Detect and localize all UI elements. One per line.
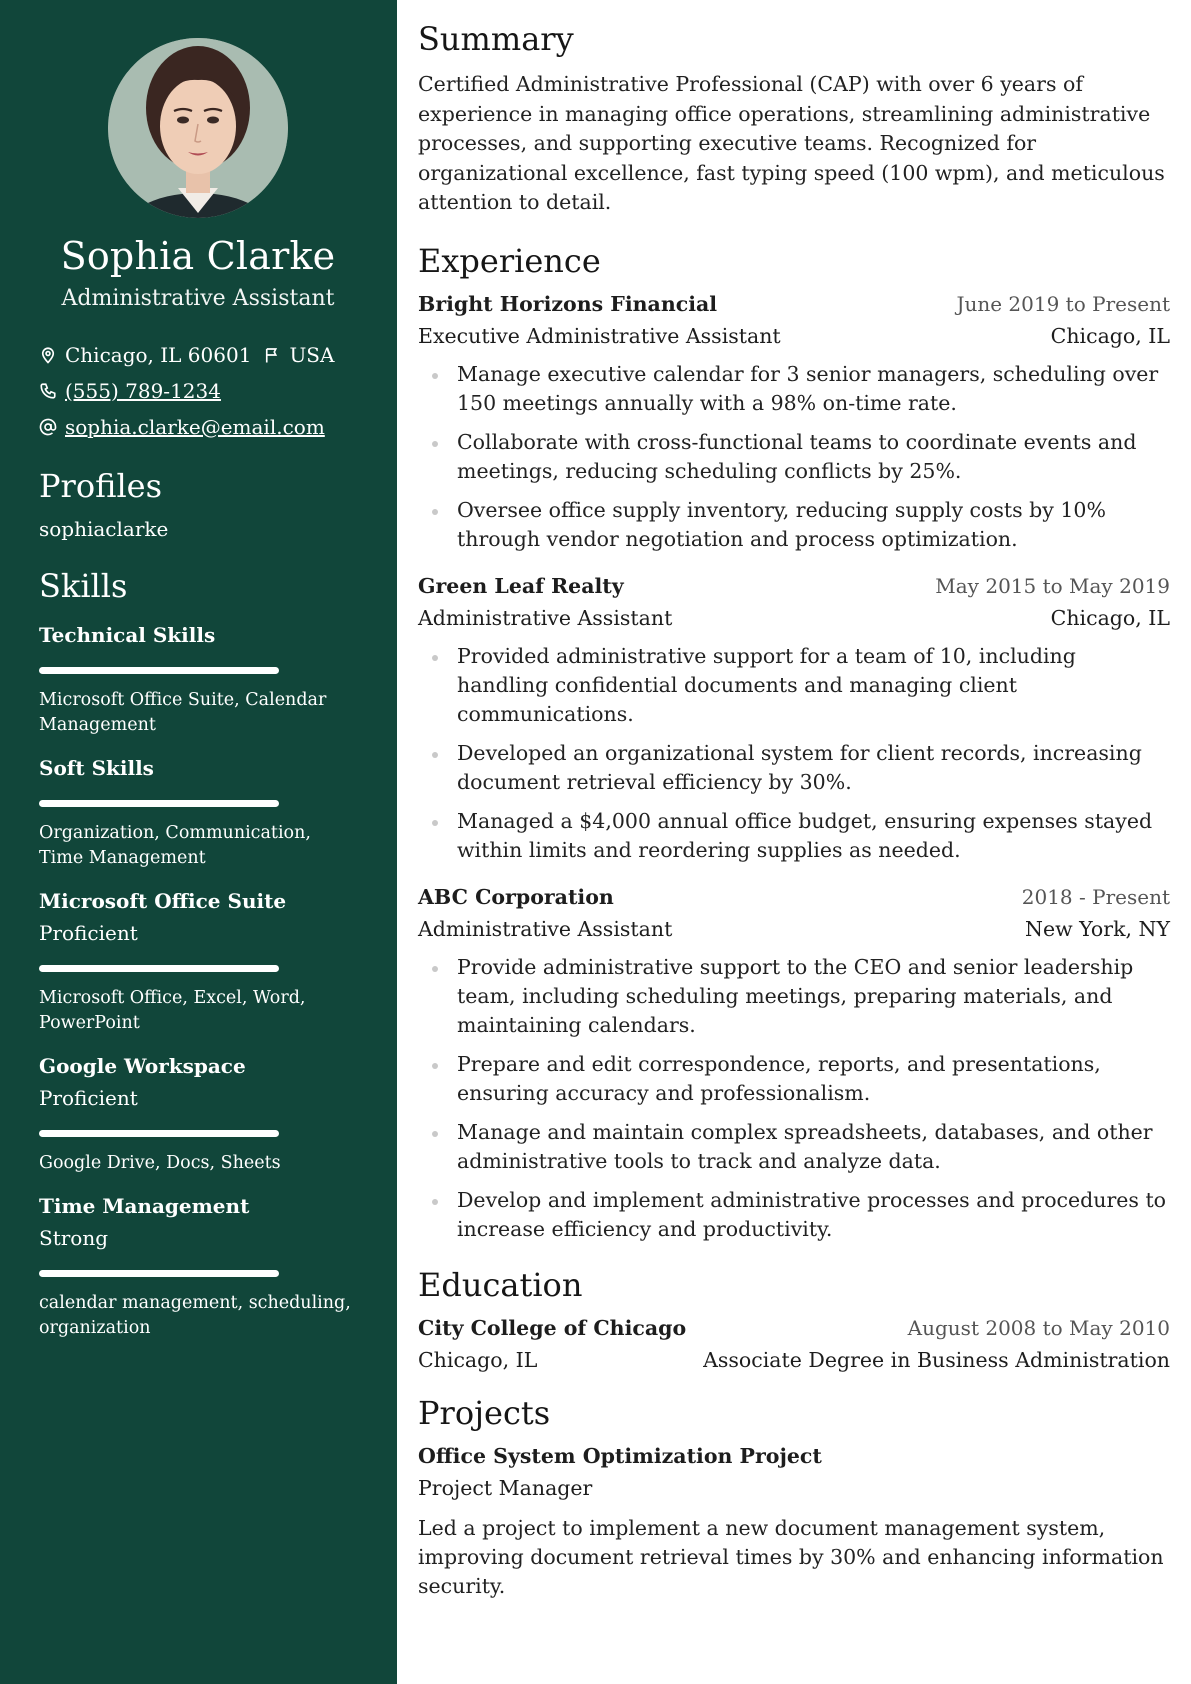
country-text: USA: [289, 343, 335, 367]
skill-name: Time Management: [39, 1194, 250, 1218]
job-dates: May 2015 to May 2019: [935, 573, 1170, 598]
list-item: Prepare and edit correspondence, reports, and presentations, ensuring accuracy and professionalism.: [418, 1050, 1170, 1108]
job-location: Chicago, IL: [1050, 323, 1170, 348]
job-bullets: [418, 953, 1170, 1244]
job-position: Administrative Assistant: [418, 916, 673, 941]
at-sign-icon: [39, 418, 57, 436]
list-item: Develop and implement administrative processes and procedures to increase efficiency and productivity.: [418, 1186, 1170, 1244]
job-location: Chicago, IL: [1050, 605, 1170, 630]
list-item: Provided administrative support for a team of 10, including handling confidential documents and managing client communications.: [418, 642, 1170, 729]
flag-icon: [263, 346, 281, 364]
skill-level: Proficient: [39, 921, 138, 945]
skill-item: [39, 1194, 357, 1341]
list-item: Developed an organizational system for client records, increasing document retrieval efficiency by 30%.: [418, 739, 1170, 797]
skill-name: Google Workspace: [39, 1054, 246, 1078]
job-position: Administrative Assistant: [418, 605, 673, 630]
phone-row: [39, 373, 357, 409]
skill-item: [39, 623, 357, 738]
company-name: ABC Corporation: [418, 884, 614, 909]
skill-level-bar: [39, 965, 279, 972]
profile-username[interactable]: sophiaclarke: [39, 517, 169, 541]
list-item: Collaborate with cross-functional teams to coordinate events and meetings, reducing scheduling conflicts by 25%.: [418, 428, 1170, 486]
job-dates: 2018 - Present: [1021, 884, 1170, 909]
summary-text: Certified Administrative Professional (CAP) with over 6 years of experience in managing office operations, streamlining administrative processes, and supporting executive teams. Recognized for organizational excellence, fast typing speed (100 wpm), and meticulous attention to detail.: [418, 72, 1165, 214]
list-item: Manage and maintain complex spreadsheets, databases, and other administrative tools to track and analyze data.: [418, 1118, 1170, 1176]
skills-heading: Skills: [39, 567, 128, 605]
phone-link[interactable]: (555) 789-1234: [65, 379, 221, 403]
skill-level-bar: [39, 800, 279, 807]
profiles-heading: Profiles: [39, 467, 163, 505]
sidebar: [0, 0, 397, 1684]
summary-section: [418, 20, 1170, 218]
company-name: Green Leaf Realty: [418, 573, 624, 598]
email-link[interactable]: sophia.clarke@email.com: [65, 415, 325, 439]
list-item: Manage executive calendar for 3 senior managers, scheduling over 150 meetings annually with a 98% on-time rate.: [418, 360, 1170, 418]
skill-keywords: Microsoft Office, Excel, Word, PowerPoint: [39, 988, 306, 1033]
candidate-name: Sophia Clarke: [60, 234, 336, 278]
skill-item: [39, 756, 357, 871]
skill-level: Proficient: [39, 1086, 138, 1110]
education-section: [418, 1266, 1170, 1372]
main-content: [397, 0, 1191, 1684]
experience-section: [418, 242, 1170, 1244]
skill-keywords: Google Drive, Docs, Sheets: [39, 1153, 281, 1173]
project-description: Led a project to implement a new document management system, improving document retrieval times by 30% and enhancing information security.: [418, 1515, 1164, 1598]
job-bullets: [418, 360, 1170, 554]
location-text: Chicago, IL 60601: [65, 343, 252, 367]
email-row: [39, 409, 357, 445]
education-entry: [418, 1316, 1170, 1372]
candidate-headline: Administrative Assistant: [61, 286, 335, 311]
list-item: Oversee office supply inventory, reducing supply costs by 10% through vendor negotiation and process optimization.: [418, 496, 1170, 554]
skill-name: Soft Skills: [39, 756, 154, 780]
projects-section: [418, 1394, 1170, 1601]
skill-name: Microsoft Office Suite: [39, 889, 287, 913]
avatar: [108, 38, 288, 218]
job-location: New York, NY: [1025, 916, 1170, 941]
location-row: [39, 337, 357, 373]
job-position: Executive Administrative Assistant: [418, 323, 781, 348]
experience-heading: Experience: [418, 241, 601, 280]
skill-keywords: Organization, Communication, Time Management: [39, 823, 311, 868]
education-degree: Associate Degree in Business Administration: [703, 1347, 1170, 1372]
job-dates: June 2019 to Present: [956, 291, 1170, 316]
contact-info: [39, 337, 357, 445]
job-entry: [418, 574, 1170, 865]
skill-level: Strong: [39, 1226, 109, 1250]
project-name: Office System Optimization Project: [418, 1443, 822, 1468]
skill-level-bar: [39, 1130, 279, 1137]
job-entry: [418, 292, 1170, 554]
skill-level-bar: [39, 667, 279, 674]
list-item: Provide administrative support to the CEO and senior leadership team, including scheduling meetings, preparing materials, and maintaining calendars.: [418, 953, 1170, 1040]
institution-name: City College of Chicago: [418, 1315, 687, 1340]
company-name: Bright Horizons Financial: [418, 291, 718, 316]
job-bullets: [418, 642, 1170, 865]
list-item: Managed a $4,000 annual office budget, ensuring expenses stayed within limits and reordering supplies as needed.: [418, 807, 1170, 865]
phone-icon: [39, 382, 57, 400]
projects-heading: Projects: [418, 1393, 551, 1432]
education-heading: Education: [418, 1265, 583, 1304]
skill-name: Technical Skills: [39, 623, 216, 647]
education-location: Chicago, IL: [418, 1347, 538, 1372]
skill-keywords: calendar management, scheduling, organization: [39, 1293, 351, 1338]
education-dates: August 2008 to May 2010: [907, 1315, 1170, 1340]
skill-item: [39, 889, 357, 1036]
skill-keywords: Microsoft Office Suite, Calendar Management: [39, 690, 327, 735]
project-role: Project Manager: [418, 1475, 593, 1500]
portrait-illustration: [108, 38, 288, 218]
map-pin-icon: [39, 346, 57, 364]
job-entry: [418, 885, 1170, 1244]
skill-level-bar: [39, 1270, 279, 1277]
summary-heading: Summary: [418, 20, 574, 58]
skill-item: [39, 1054, 357, 1176]
